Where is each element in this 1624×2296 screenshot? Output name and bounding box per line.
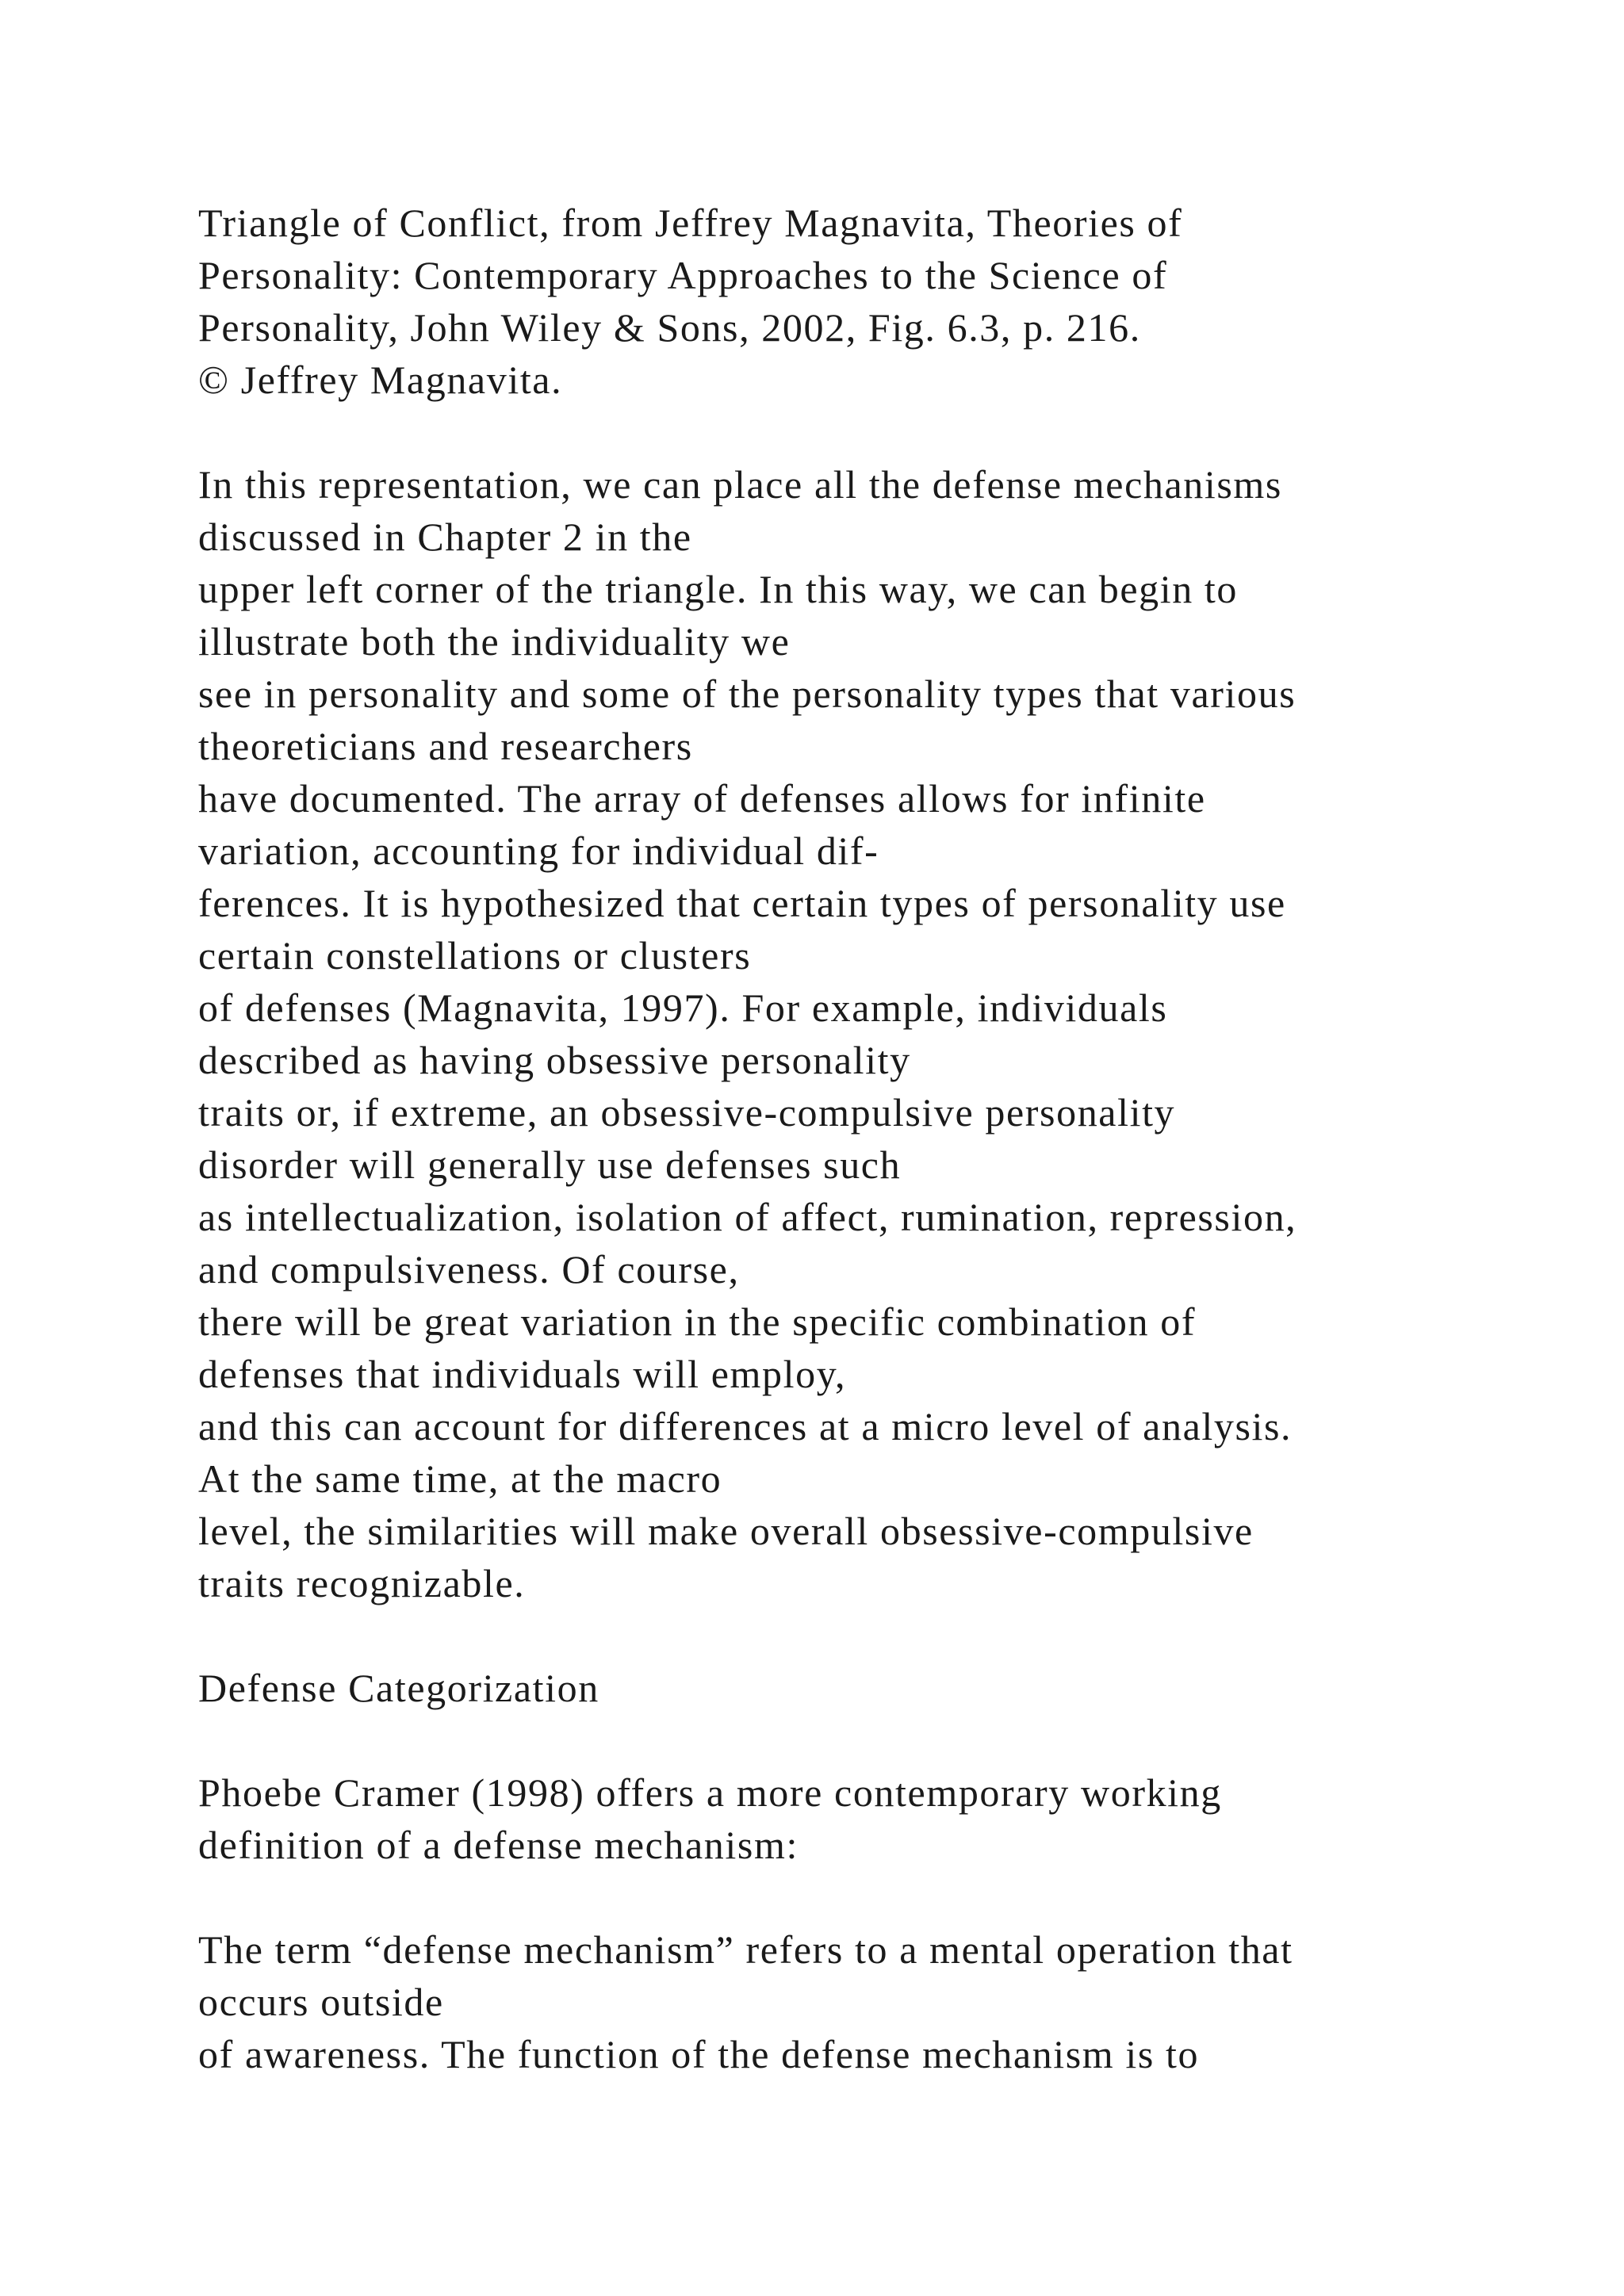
paragraph-line: and this can account for differences at a micro level of analysis. <box>198 1404 1293 1448</box>
section-heading: Defense Categorization <box>198 1666 599 1710</box>
figure-caption <box>198 197 1610 406</box>
paragraph-line: level, the similarities will make overall obsessive-compulsive <box>198 1509 1254 1553</box>
paragraph-line: At the same time, at the macro <box>198 1456 722 1501</box>
document-text <box>198 197 1610 2080</box>
paragraph-line: disorder will generally use defenses such <box>198 1142 902 1187</box>
paragraph-line: traits recognizable. <box>198 1561 526 1605</box>
body-paragraph-2 <box>198 1766 1610 1871</box>
paragraph-line: and compulsiveness. Of course, <box>198 1247 740 1292</box>
paragraph-line: defenses that individuals will employ, <box>198 1352 847 1396</box>
paragraph-line: occurs outside <box>198 1980 444 2024</box>
paragraph-line: have documented. The array of defenses allows for infinite <box>198 776 1206 821</box>
paragraph-gap <box>198 406 1610 458</box>
paragraph-line: as intellectualization, isolation of affect, rumination, repression, <box>198 1195 1297 1239</box>
paragraph-line: In this representation, we can place all the defense mechanisms <box>198 462 1282 507</box>
paragraph-line: traits or, if extreme, an obsessive-compulsive personality <box>198 1090 1176 1135</box>
paragraph-line: variation, accounting for individual dif- <box>198 828 879 873</box>
paragraph-line: illustrate both the individuality we <box>198 619 791 664</box>
paragraph-line: Phoebe Cramer (1998) offers a more contemporary working <box>198 1770 1222 1815</box>
paragraph-line: upper left corner of the triangle. In this way, we can begin to <box>198 567 1239 611</box>
body-paragraph-1 <box>198 458 1610 1609</box>
paragraph-line: The term “defense mechanism” refers to a mental operation that <box>198 1927 1293 1972</box>
paragraph-gap <box>198 1871 1610 1923</box>
paragraph-line: see in personality and some of the personality types that various <box>198 672 1297 716</box>
paragraph-line: of defenses (Magnavita, 1997). For example, individuals <box>198 985 1168 1030</box>
caption-line: Personality, John Wiley & Sons, 2002, Fig. 6.3, p. 216. <box>198 305 1141 350</box>
paragraph-line: discussed in Chapter 2 in the <box>198 515 692 559</box>
paragraph-line: of awareness. The function of the defense mechanism is to <box>198 2032 1200 2076</box>
caption-line: Personality: Contemporary Approaches to the Science of <box>198 253 1168 297</box>
body-paragraph-3 <box>198 1923 1610 2080</box>
paragraph-line: theoreticians and researchers <box>198 724 693 768</box>
paragraph-gap <box>198 1609 1610 1662</box>
paragraph-line: certain constellations or clusters <box>198 933 752 978</box>
paragraph-line: there will be great variation in the specific combination of <box>198 1299 1197 1344</box>
paragraph-line: definition of a defense mechanism: <box>198 1823 799 1867</box>
caption-line: Triangle of Conflict, from Jeffrey Magnavita, Theories of <box>198 201 1183 245</box>
paragraph-gap <box>198 1714 1610 1766</box>
paragraph-line: described as having obsessive personality <box>198 1038 911 1082</box>
caption-line: © Jeffrey Magnavita. <box>198 358 563 402</box>
paragraph-line: ferences. It is hypothesized that certain types of personality use <box>198 881 1286 925</box>
